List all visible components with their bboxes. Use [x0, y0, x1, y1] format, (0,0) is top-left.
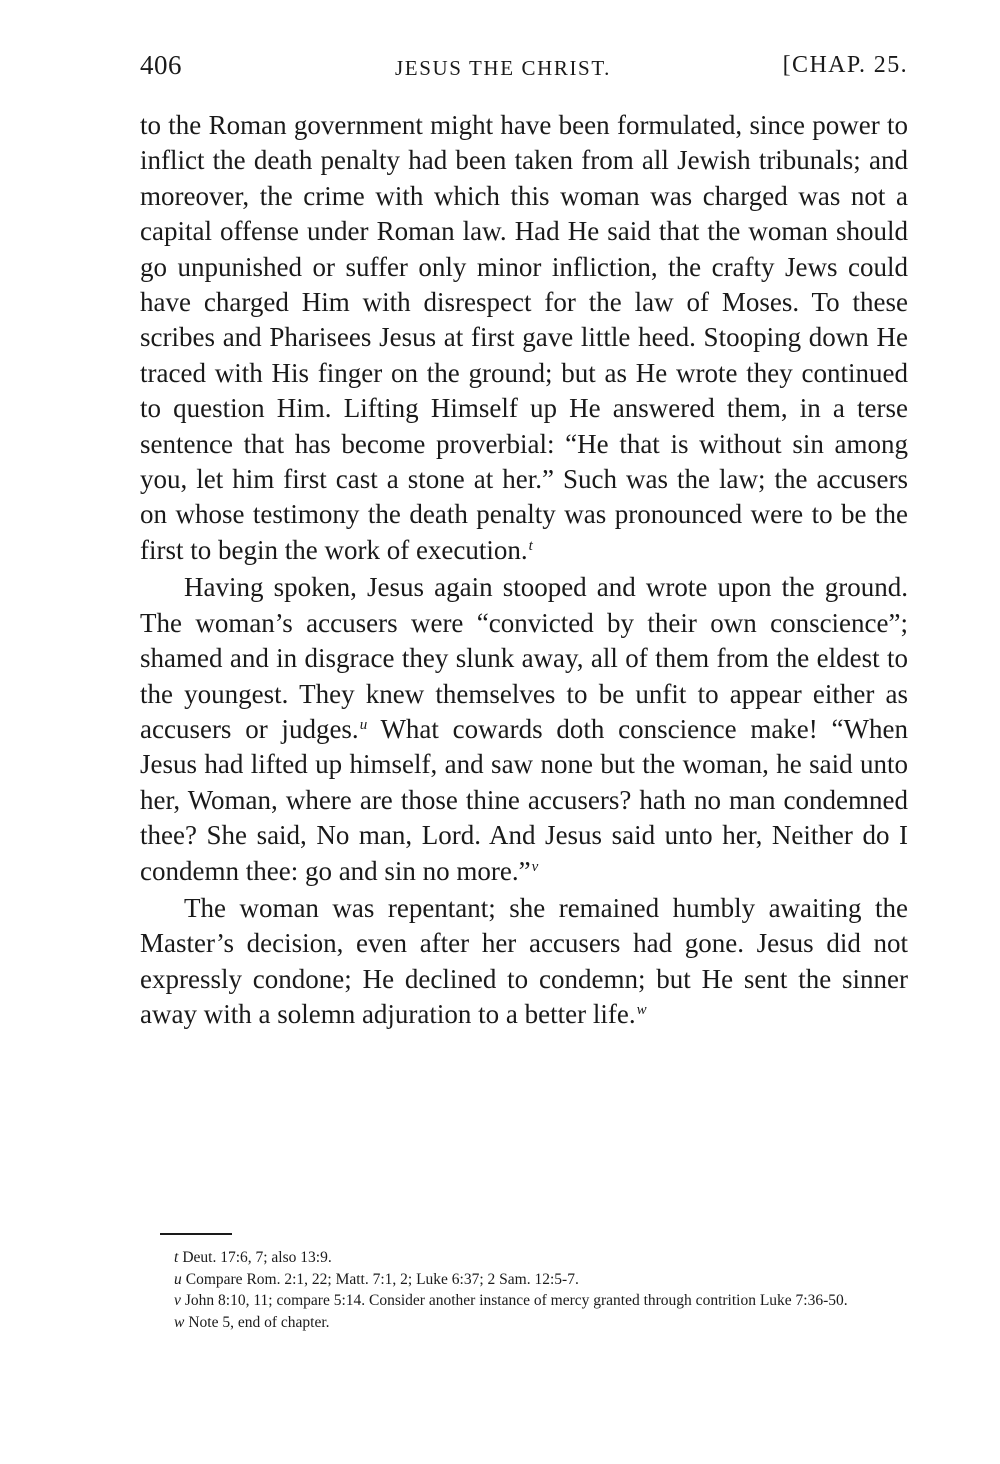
- footnote-text: Compare Rom. 2:1, 22; Matt. 7:1, 2; Luke 6:37; 2 Sam. 12:5-7.: [185, 1270, 579, 1288]
- page-number: 406: [140, 50, 182, 80]
- footnote-mark: v: [174, 1292, 181, 1309]
- footnote-mark: t: [174, 1249, 179, 1266]
- paragraph-text: The woman was repentant; she remained humbly awaiting the Master’s decision, even after her accusers had gone. Jesus did not expressly condone; He declined to condemn; but He sent the sinner away with a solemn adjuration to a better life.: [140, 892, 908, 1030]
- paragraph: [140, 570, 908, 889]
- book-title: JESUS THE CHRIST.: [395, 56, 612, 80]
- paragraph-text-continued: What cowards doth conscience make! “When Jesus had lifted up himself, and saw none but the woman, he said unto her, Woman, where are those thine accusers? hath no man condemned thee? She said, No man, Lord. And Jesus said unto her, Neither do I condemn thee: go and sin no more.”: [140, 713, 908, 886]
- footnote-reference: w: [636, 1002, 647, 1019]
- body-text: [140, 108, 908, 1033]
- paragraph: [140, 891, 908, 1033]
- running-head: [140, 50, 908, 90]
- footnote-text: John 8:10, 11; compare 5:14. Consider another instance of mercy granted through contrition Luke 7:36-50.: [184, 1292, 848, 1309]
- footnote: [148, 1290, 908, 1312]
- paragraph-text: to the Roman government might have been formulated, since power to inflict the death penalty had been taken from all Jewish tribunals; and moreover, the crime with which this woman was charged was not a capital offense under Roman law. Had He said that the woman should go unpunished or suffer only minor infliction, the crafty Jews could have charged Him with disrespect for the law of Moses. To these scribes and Pharisees Jesus at first gave little heed. Stooping down He traced with His finger on the ground; but as He wrote they continued to question Him. Lifting Himself up He answered them, in a terse sentence that has become proverbial: “He that is without sin among you, let him first cast a stone at her.” Such was the law; the accusers on whose testimony the death penalty was pronounced were to be the first to begin the work of execution.: [140, 110, 908, 565]
- footnote-reference: u: [359, 716, 368, 733]
- footnotes: [148, 1247, 908, 1333]
- paragraph-text: Having spoken, Jesus again stooped and wrote upon the ground. The woman’s accusers were “convicted by their own conscience”; shamed and in disgrace they slunk away, all of them from the eldest to the youngest. They knew themselves to be unfit to appear either as accusers or judges.: [140, 572, 908, 744]
- footnote: [148, 1269, 908, 1291]
- footnote-text: Note 5, end of chapter.: [188, 1313, 330, 1331]
- chapter-reference: [CHAP. 25.: [782, 52, 908, 78]
- footnote: [148, 1247, 908, 1269]
- footnote-text: Deut. 17:6, 7; also 13:9.: [182, 1249, 332, 1266]
- footnote-reference: t: [528, 537, 533, 554]
- footnote-reference: v: [531, 858, 539, 875]
- footnote-mark: u: [174, 1270, 182, 1288]
- paragraph-continued: [140, 108, 908, 568]
- footnote-divider: [160, 1233, 232, 1235]
- footnote: [148, 1312, 908, 1334]
- footnote-mark: w: [174, 1313, 185, 1331]
